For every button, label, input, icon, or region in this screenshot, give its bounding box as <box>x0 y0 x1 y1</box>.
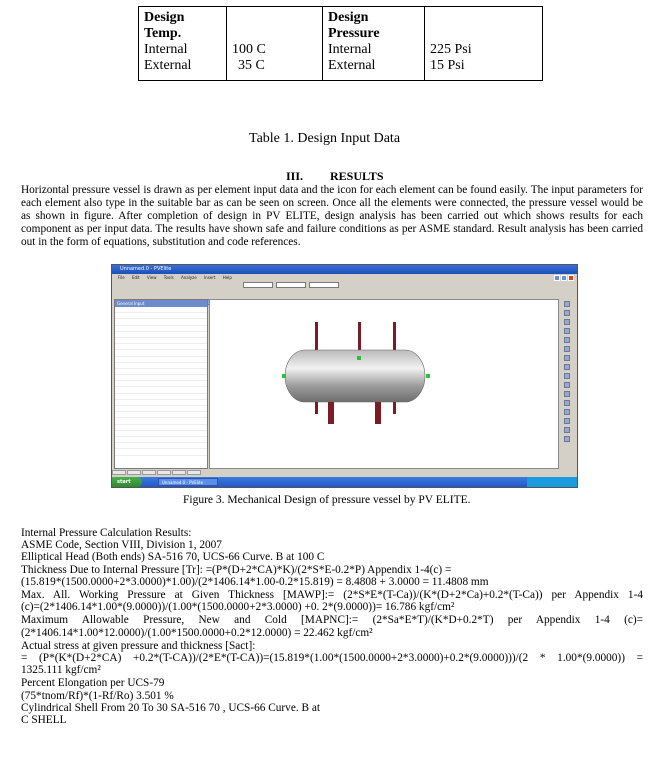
calc-line: (2*1406.14*1.00*12.0000)/(1.00*1500.0000+0.2*12.0000) = 22.462 kgf/cm² <box>21 626 373 639</box>
toolbar-row-1 <box>114 281 575 289</box>
calc-line: Internal Pressure Calculation Results: <box>21 527 192 539</box>
start-button[interactable]: start <box>112 477 142 487</box>
tab[interactable] <box>187 470 201 475</box>
pressure-vessel-drawing <box>210 300 558 468</box>
tool-icon[interactable] <box>564 319 570 325</box>
status-bar <box>112 470 577 476</box>
saddle-right <box>375 402 381 424</box>
bottom-nozzle-1 <box>315 402 318 414</box>
tool-icon[interactable] <box>564 310 570 316</box>
top-nozzle-1 <box>315 322 318 352</box>
temp-external-value: 35 C <box>238 58 265 73</box>
temp-internal-label: Internal <box>144 42 188 57</box>
panel-title: General Input <box>115 300 207 307</box>
menu-item-tools[interactable]: Tools <box>163 275 174 280</box>
tool-icon[interactable] <box>564 436 570 442</box>
tab[interactable] <box>112 470 126 475</box>
temp-value-cell <box>227 7 323 81</box>
calc-line: Max. All. Working Pressure at Given Thickness [MAWP]:= (2*S*E*(T-Ca))/(K*(D+2*Ca)+0.2*(T-Ca)) per Appendix 1-4 <box>21 589 643 602</box>
menu-bar <box>112 274 577 281</box>
window-titlebar <box>112 265 577 274</box>
calc-line: Maximum Allowable Pressure, New and Cold [MAPNC]:= (2*Sa*E*T)/(K*D+0.2*T) per Appendix 1-4 (c)= <box>21 614 643 627</box>
pressure-internal-value: 225 Psi <box>430 42 472 57</box>
menu-item-edit[interactable]: Edit <box>131 275 140 280</box>
windows-taskbar <box>112 477 577 487</box>
pressure-heading-2: Pressure <box>328 26 380 41</box>
section-title: RESULTS <box>330 169 384 183</box>
taskbar-item[interactable]: Unnamed.0 - PVElite <box>158 478 218 486</box>
saddle-left <box>328 402 334 424</box>
window-title: Unnamed.0 - PVElite <box>120 266 172 272</box>
vessel-shell <box>285 350 425 402</box>
calc-line: (75*tnom/Rf)*(1-Rf/Ro) 3.501 % <box>21 689 174 702</box>
right-toolbar <box>560 299 574 467</box>
tab[interactable] <box>127 470 141 475</box>
general-input-panel <box>114 299 208 469</box>
tool-icon[interactable] <box>564 409 570 415</box>
node-marker-right[interactable] <box>426 374 430 378</box>
bottom-nozzle-2 <box>393 402 396 414</box>
model-canvas[interactable] <box>209 299 559 469</box>
menu-item-view[interactable]: View <box>147 275 157 280</box>
tab[interactable] <box>142 470 156 475</box>
toolbar-dropdown-3[interactable] <box>309 282 339 288</box>
tool-icon[interactable] <box>564 337 570 343</box>
tool-icon[interactable] <box>564 373 570 379</box>
tool-icon[interactable] <box>564 355 570 361</box>
calc-line: 1325.111 kgf/cm² <box>21 664 101 677</box>
section-number: III. <box>286 169 304 183</box>
top-nozzle-3 <box>393 322 396 352</box>
tool-icon[interactable] <box>564 427 570 433</box>
tool-icon[interactable] <box>564 382 570 388</box>
calc-line: (c)=(2*1406.14*1.00*(9.0000))/(1.00*(1500.0000+2*3.0000) +0. 2*(9.0000))= 16.786 kgf/cm² <box>21 601 455 614</box>
menu-item-help[interactable]: Help <box>222 275 232 280</box>
pressure-label-cell <box>323 7 425 81</box>
input-row[interactable] <box>115 449 207 455</box>
table-caption: Table 1. Design Input Data <box>249 131 401 146</box>
menu-item-file[interactable]: File <box>118 275 125 280</box>
toolbar-row-2 <box>114 290 575 298</box>
tab[interactable] <box>172 470 186 475</box>
toolbar-dropdown-2[interactable] <box>276 282 306 288</box>
calc-line: Actual stress at given pressure and thickness [Sact]: <box>21 639 256 652</box>
calc-line: = (P*(K*(D+2*CA) +0.2*(T-CA))/(2*E*(T-CA))=(15.819*(1.00*(1500.0000+2*3.0000)+0.2*(9.0000)))/(2 * 1.00*(9.0000)) = <box>21 652 643 665</box>
temp-internal-value: 100 C <box>232 42 266 57</box>
calc-line: ASME Code, Section VIII, Division 1, 2007 <box>21 539 222 552</box>
temp-heading-1: Design <box>144 10 185 25</box>
calculation-results <box>21 527 643 726</box>
pressure-external-value: 15 Psi <box>430 58 465 73</box>
pressure-external-label: External <box>328 58 376 73</box>
tool-icon[interactable] <box>564 418 570 424</box>
calc-line: Thickness Due to Internal Pressure [Tr]: =(P*(D+2*CA)*K)/(2*S*E-0.2*P) Appendix 1-4(c) = <box>21 563 452 576</box>
design-input-table <box>138 6 543 81</box>
tool-icon[interactable] <box>564 400 570 406</box>
temp-external-label: External <box>144 58 192 73</box>
window-controls <box>553 266 575 273</box>
temp-heading-2: Temp. <box>144 26 182 41</box>
calc-line: (15.819*(1500.0000+2*3.0000)*1.00)/(2*1406.14*1.00-0.2*15.819) = 8.4808 + 3.0000 = 11.4808 mm <box>21 575 489 588</box>
tool-icon[interactable] <box>564 301 570 307</box>
calc-line: Percent Elongation per UCS-79 <box>21 677 165 690</box>
tab[interactable] <box>157 470 171 475</box>
temp-label-cell <box>139 7 227 81</box>
calc-line: Elliptical Head (Both ends) SA-516 70, UCS-66 Curve. B at 100 C <box>21 551 325 564</box>
tool-icon[interactable] <box>564 328 570 334</box>
tool-icon[interactable] <box>564 346 570 352</box>
pressure-heading-1: Design <box>328 10 369 25</box>
results-paragraph: Horizontal pressure vessel is drawn as per element input data and the icon for each element can be found easily. The input parameters for each element also type in the suitable bar as can be seen on screen. Once all the elements were connected, the pressure vessel would be as shown in figure. After completion of design in PV ELITE, design analysis has been carried out which shows results for each component as per input data. The results have shown safe and failure conditions as per ASME standard. Result analysis has been carried out in the form of equations, substitution and code references. <box>21 184 643 248</box>
calc-line: Cylindrical Shell From 20 To 30 SA-516 70 , UCS-66 Curve. B at <box>21 701 320 714</box>
section-heading <box>286 169 384 184</box>
figure-caption: Figure 3. Mechanical Design of pressure vessel by PV ELITE. <box>183 494 471 506</box>
node-marker-left[interactable] <box>282 374 286 378</box>
tool-icon[interactable] <box>564 391 570 397</box>
pv-elite-screenshot <box>111 264 578 488</box>
pressure-internal-label: Internal <box>328 42 372 57</box>
calc-line: C SHELL <box>21 714 67 727</box>
node-marker-top[interactable] <box>357 356 361 360</box>
menu-item-analyze[interactable]: Analyze <box>180 275 197 280</box>
toolbar-dropdown-1[interactable] <box>243 282 273 288</box>
menu-item-insert[interactable]: Insert <box>203 275 216 280</box>
system-tray <box>527 477 577 487</box>
tool-icon[interactable] <box>564 364 570 370</box>
pressure-value-cell <box>425 7 543 81</box>
